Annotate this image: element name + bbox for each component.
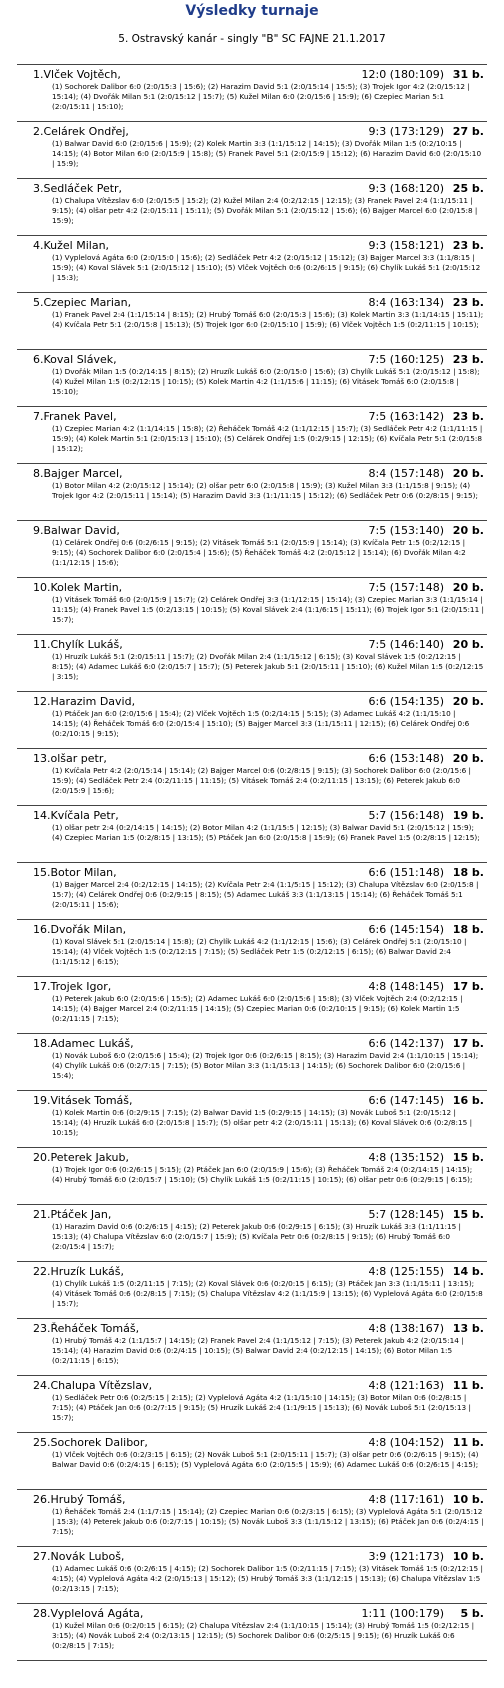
- player-name: [33, 1321, 139, 1336]
- player-row: [17, 1604, 487, 1661]
- player-games: (1) Hrubý Tomáš 4:2 (1:1/15:7 | 14:15); (2) Franek Pavel 2:4 (1:1/15:12 | 7:15); (3) Peterek Jakub 4:2 (2:0/15:14 | 15:14); (4) Harazim David 0:6 (0:2/4:15 | 10:15); (5) Balwar David 2:4 (0:2/12:15 | 14:15); (6) Botor Milan 1:5 (0:2/11:15 | 6:15);: [52, 1336, 464, 1365]
- player-score: 4:8 (138:167): [368, 1322, 444, 1335]
- player-header: [33, 865, 484, 880]
- player-games: (1) Sedláček Petr 0:6 (0:2/5:15 | 2:15); (2) Vyplelová Agáta 4:2 (1:1/15:10 | 14:15); (3) Botor Milan 0:6 (0:2/8:15 | 7:15); (4) Ptáček Jan 0:6 (0:2/7:15 | 9:15); (5) Hruzík Lukáš 2:4 (1:1/9:15 | 15:13); (6) Novák Luboš 5:1 (2:0/15:13 | 15:7);: [52, 1393, 471, 1422]
- player-score: 9:3 (173:129): [368, 125, 444, 138]
- player-rank: 5.: [33, 296, 44, 309]
- player-score: 6:6 (151:148): [368, 866, 444, 879]
- player-score: 4:8 (104:152): [368, 1436, 444, 1449]
- player-row: [17, 122, 487, 179]
- player-games: (1) Novák Luboš 6:0 (2:0/15:6 | 15:4); (2) Trojek Igor 0:6 (0:2/6:15 | 8:15); (3) Harazim David 2:4 (1:1/10:15 | 15:14); (4) Chylík Lukáš 0:6 (0:2/7:15 | 7:15); (5) Botor Milan 3:3 (1:1/15:13 | 14:15); (6) Sochorek Dalibor 6:0 (2:0/15:6 | 15:4);: [52, 1051, 479, 1080]
- player-header: [33, 1150, 484, 1165]
- player-name-text: Novák Luboš,: [50, 1550, 125, 1563]
- player-header: [33, 1549, 484, 1564]
- player-header: [33, 922, 484, 937]
- player-name-text: Chylík Lukáš,: [50, 638, 123, 651]
- player-points: 10 b.: [452, 1550, 484, 1563]
- player-games: (1) Řeháček Tomáš 2:4 (1:1/7:15 | 15:14); (2) Czepiec Marian 0:6 (0:2/3:15 | 6:15); (3) Vyplelová Agáta 5:1 (2:0/15:12 | 15:3); (4) Peterek Jakub 0:6 (0:2/7:15 | 10:15); (5) Novák Luboš 3:3 (1:1/15:12 | 13:15); (6) Ptáček Jan 0:6 (0:2/4:15 | 7:15);: [52, 1507, 484, 1536]
- player-games: (1) Celárek Ondřej 0:6 (0:2/6:15 | 9:15); (2) Vitásek Tomáš 5:1 (2:0/15:9 | 15:14); (3) Kvíčala Petr 1:5 (0:2/12:15 | 9:15); (4) Sochorek Dalibor 6:0 (2:0/15:4 | 15:6); (5) Řeháček Tomáš 4:2 (2:0/15:12 | 15:14); (6) Dvořák Milan 4:2 (1:1/12:15 | 15:6);: [52, 538, 466, 567]
- player-score: 6:6 (154:135): [368, 695, 444, 708]
- player-points: 20 b.: [452, 467, 484, 480]
- player-header: [33, 1207, 484, 1222]
- player-name: [33, 865, 117, 880]
- player-rank: 7.: [33, 410, 44, 423]
- player-rank: 10.: [33, 581, 51, 594]
- player-name: [33, 466, 123, 481]
- player-name: [33, 181, 122, 196]
- player-row: [17, 1034, 487, 1091]
- player-points: 13 b.: [452, 1322, 484, 1335]
- player-row: [17, 635, 487, 692]
- player-header: [33, 1036, 484, 1051]
- player-name: [33, 637, 123, 652]
- player-rank: 20.: [33, 1151, 51, 1164]
- player-name: [33, 523, 120, 538]
- player-name: [33, 979, 111, 994]
- player-points: 18 b.: [452, 923, 484, 936]
- results-table: [17, 64, 487, 1661]
- player-name-text: Balwar David,: [43, 524, 120, 537]
- player-row: [17, 521, 487, 578]
- player-rank: 15.: [33, 866, 51, 879]
- player-header: [33, 523, 484, 538]
- tournament-subtitle: 5. Ostravský kanár - singly "B" SC FAJNE 21.1.2017: [118, 33, 386, 45]
- player-score: 6:6 (145:154): [368, 923, 444, 936]
- player-points: 20 b.: [452, 695, 484, 708]
- player-points: 17 b.: [452, 1037, 484, 1050]
- player-rank: 13.: [33, 752, 51, 765]
- player-games: (1) Harazim David 0:6 (0:2/6:15 | 4:15); (2) Peterek Jakub 0:6 (0:2/9:15 | 6:15); (3) Hruzík Lukáš 3:3 (1:1/11:15 | 15:13); (4) Chalupa Vítězslav 6:0 (2:0/15:7 | 15:9); (5) Kvíčala Petr 0:6 (0:2/8:15 | 9:15); (6) Hrubý Tomáš 6:0 (2:0/15:4 | 15:7);: [52, 1222, 462, 1251]
- player-row: [17, 1547, 487, 1604]
- player-score: 7:5 (160:125): [368, 353, 444, 366]
- player-name-text: Sochorek Dalibor,: [50, 1436, 148, 1449]
- player-points: 23 b.: [452, 239, 484, 252]
- player-score: 6:6 (153:148): [368, 752, 444, 765]
- player-header: [33, 637, 484, 652]
- player-points: 14 b.: [452, 1265, 484, 1278]
- player-name: [33, 67, 121, 82]
- player-rank: 16.: [33, 923, 51, 936]
- player-rank: 27.: [33, 1550, 51, 1563]
- player-name-text: Franek Pavel,: [43, 410, 117, 423]
- player-score: 6:6 (147:145): [368, 1094, 444, 1107]
- player-points: 5 b.: [460, 1607, 484, 1620]
- player-row: [17, 1433, 487, 1490]
- player-name-text: Vitásek Tomáš,: [50, 1094, 133, 1107]
- player-name-text: Kvíčala Petr,: [50, 809, 119, 822]
- player-row: [17, 1091, 487, 1148]
- player-score: 6:6 (142:137): [368, 1037, 444, 1050]
- player-rank: 9.: [33, 524, 44, 537]
- player-rank: 18.: [33, 1037, 51, 1050]
- player-name-text: Peterek Jakub,: [50, 1151, 129, 1164]
- player-games: (1) Hruzík Lukáš 5:1 (2:0/15:11 | 15:7); (2) Dvořák Milan 2:4 (1:1/15:12 | 6:15); (3) Koval Slávek 1:5 (0:2/12:15 | 8:15); (4) Adamec Lukáš 6:0 (2:0/15:7 | 15:7); (5) Peterek Jakub 5:1 (2:0/15:11 | 15:10); (6) Kužel Milan 1:5 (0:2/12:15 | 3:15);: [52, 652, 484, 681]
- player-name-text: Trojek Igor,: [50, 980, 112, 993]
- player-header: [33, 1093, 484, 1108]
- player-name: [33, 1606, 143, 1621]
- player-name: [33, 1378, 152, 1393]
- player-score: 9:3 (168:120): [368, 182, 444, 195]
- player-row: [17, 863, 487, 920]
- player-points: 20 b.: [452, 638, 484, 651]
- player-name-text: Hrubý Tomáš,: [50, 1493, 126, 1506]
- player-name: [33, 238, 109, 253]
- player-name: [33, 808, 119, 823]
- player-header: [33, 409, 484, 424]
- player-name: [33, 295, 131, 310]
- player-points: 31 b.: [452, 68, 484, 81]
- player-games: (1) Botor Milan 4:2 (2:0/15:12 | 15:14); (2) olšar petr 6:0 (2:0/15:8 | 15:9); (3) Kužel Milan 3:3 (1:1/15:8 | 9:15); (4) Trojek Igor 4:2 (2:0/15:11 | 15:14); (5) Harazim David 3:3 (1:1/11:15 | 15:12); (6) Sedláček Petr 0:6 (0:2/8:15 | 9:15);: [52, 481, 478, 500]
- player-name: [33, 1150, 129, 1165]
- player-rank: 14.: [33, 809, 51, 822]
- player-games: (1) Bajger Marcel 2:4 (0:2/12:15 | 14:15); (2) Kvíčala Petr 2:4 (1:1/5:15 | 15:12); (3) Chalupa Vítězslav 6:0 (2:0/15:8 | 15:7); (4) Celárek Ondřej 0:6 (0:2/9:15 | 8:15); (5) Adamec Lukáš 3:3 (1:1/13:15 | 15:14); (6) Řeháček Tomáš 5:1 (2:0/15:11 | 15:6);: [52, 880, 479, 909]
- player-points: 19 b.: [452, 809, 484, 822]
- player-name: [33, 1207, 111, 1222]
- player-games: (1) olšar petr 2:4 (0:2/14:15 | 14:15); (2) Botor Milan 4:2 (1:1/15:5 | 12:15); (3) Balwar David 5:1 (2:0/15:12 | 15:9); (4) Czepiec Marian 1:5 (0:2/8:15 | 13:15); (5) Ptáček Jan 6:0 (2:0/15:8 | 15:9); (6) Franek Pavel 1:5 (0:2/8:15 | 12:15);: [52, 823, 480, 842]
- player-rank: 12.: [33, 695, 51, 708]
- player-name: [33, 1264, 124, 1279]
- player-header: [33, 466, 484, 481]
- player-games: (1) Kolek Martin 0:6 (0:2/9:15 | 7:15); (2) Balwar David 1:5 (0:2/9:15 | 14:15); (3) Novák Luboš 5:1 (2:0/15:12 | 15:14); (4) Hruzík Lukáš 6:0 (2:0/15:8 | 15:7); (5) olšar petr 4:2 (2:0/15:11 | 15:13); (6) Koval Slávek 0:6 (0:2/8:15 | 10:15);: [52, 1108, 473, 1137]
- player-points: 27 b.: [452, 125, 484, 138]
- player-score: 4:8 (135:152): [368, 1151, 444, 1164]
- player-points: 25 b.: [452, 182, 484, 195]
- player-score: 9:3 (158:121): [368, 239, 444, 252]
- player-points: 23 b.: [452, 410, 484, 423]
- player-games: (1) Dvořák Milan 1:5 (0:2/14:15 | 8:15); (2) Hruzík Lukáš 6:0 (2:0/15:0 | 15:6); (3) Chylík Lukáš 5:1 (2:0/15:12 | 15:8); (4) Kužel Milan 1:5 (0:2/12:15 | 10:15); (5) Kolek Martin 4:2 (1:1/15:6 | 11:15); (6) Vitásek Tomáš 6:0 (2:0/15:8 | 15:10);: [52, 367, 480, 396]
- player-games: (1) Peterek Jakub 6:0 (2:0/15:6 | 15:5); (2) Adamec Lukáš 6:0 (2:0/15:6 | 15:8); (3) Vlček Vojtěch 2:4 (0:2/12:15 | 14:15); (4) Bajger Marcel 2:4 (0:2/11:15 | 14:15); (5) Czepiec Marian 0:6 (0:2/10:15 | 9:15); (6) Kolek Martin 1:5 (0:2/11:15 | 7:15);: [52, 994, 463, 1023]
- player-row: [17, 578, 487, 635]
- player-name: [33, 922, 126, 937]
- player-row: [17, 293, 487, 350]
- player-name-text: Hruzík Lukáš,: [50, 1265, 125, 1278]
- player-score: 5:7 (156:148): [368, 809, 444, 822]
- player-name-text: Harazim David,: [50, 695, 136, 708]
- player-row: [17, 1205, 487, 1262]
- player-rank: 4.: [33, 239, 44, 252]
- player-rank: 28.: [33, 1607, 51, 1620]
- player-games: (1) Vitásek Tomáš 6:0 (2:0/15:9 | 15:7); (2) Celárek Ondřej 3:3 (1:1/12:15 | 15:14); (3) Czepiec Marian 3:3 (1:1/15:14 | 11:15); (4) Franek Pavel 1:5 (0:2/13:15 | 10:15); (5) Koval Slávek 2:4 (1:1/6:15 | 15:11); (6) Trojek Igor 5:1 (2:0/15:11 | 15:7);: [52, 595, 484, 624]
- player-name-text: Kužel Milan,: [43, 239, 110, 252]
- player-points: 20 b.: [452, 752, 484, 765]
- player-name-text: Czepiec Marian,: [43, 296, 132, 309]
- player-row: [17, 236, 487, 293]
- player-name-text: Řeháček Tomáš,: [50, 1322, 140, 1335]
- player-rank: 22.: [33, 1265, 51, 1278]
- player-score: 1:11 (100:179): [361, 1607, 444, 1620]
- player-name-text: Botor Milan,: [50, 866, 117, 879]
- player-points: 20 b.: [452, 524, 484, 537]
- player-row: [17, 407, 487, 464]
- player-header: [33, 1378, 484, 1393]
- player-name-text: Vyplelová Agáta,: [50, 1607, 144, 1620]
- player-points: 11 b.: [452, 1379, 484, 1392]
- player-rank: 2.: [33, 125, 44, 138]
- player-points: 18 b.: [452, 866, 484, 879]
- player-points: 10 b.: [452, 1493, 484, 1506]
- player-games: (1) Franek Pavel 2:4 (1:1/15:14 | 8:15); (2) Hrubý Tomáš 6:0 (2:0/15:3 | 15:6); (3) Kolek Martin 3:3 (1:1/14:15 | 15:11); (4) Kvíčala Petr 5:1 (2:0/15:8 | 15:13); (5) Trojek Igor 6:0 (2:0/15:10 | 15:9); (6) Vlček Vojtěch 1:5 (0:2/11:15 | 10:15);: [52, 310, 484, 329]
- player-games: (1) Kvíčala Petr 4:2 (2:0/15:14 | 15:14); (2) Bajger Marcel 0:6 (0:2/8:15 | 9:15); (3) Sochorek Dalibor 6:0 (2:0/15:6 | 15:9); (4) Sedláček Petr 2:4 (0:2/11:15 | 11:15); (5) Vitásek Tomáš 2:4 (0:2/11:15 | 13:15); (6) Peterek Jakub 6:0 (2:0/15:9 | 15:6);: [52, 766, 472, 795]
- player-row: [17, 692, 487, 749]
- player-row: [17, 464, 487, 521]
- player-points: 15 b.: [452, 1208, 484, 1221]
- player-score: 5:7 (128:145): [368, 1208, 444, 1221]
- player-games: (1) Adamec Lukáš 0:6 (0:2/6:15 | 4:15); (2) Sochorek Dalibor 1:5 (0:2/11:15 | 7:15); (3) Vitásek Tomáš 1:5 (0:2/12:15 | 4:15); (4) Vyplelová Agáta 4:2 (2:0/15:13 | 15:12); (5) Hrubý Tomáš 3:3 (1:1/12:15 | 15:13); (6) Chalupa Vítězslav 1:5 (0:2/13:15 | 7:15);: [52, 1564, 483, 1593]
- player-score: 7:5 (146:140): [368, 638, 444, 651]
- player-rank: 11.: [33, 638, 51, 651]
- player-rank: 6.: [33, 353, 44, 366]
- player-score: 7:5 (163:142): [368, 410, 444, 423]
- player-games: (1) Sochorek Dalibor 6:0 (2:0/15:3 | 15:6); (2) Harazim David 5:1 (2:0/15:14 | 15:5); (3) Trojek Igor 4:2 (2:0/15:12 | 15:14); (4) Dvořák Milan 5:1 (2:0/15:12 | 15:7); (5) Kužel Milan 6:0 (2:0/15:6 | 15:9); (6) Czepiec Marian 5:1 (2:0/15:11 | 15:10);: [52, 82, 470, 111]
- player-points: 23 b.: [452, 353, 484, 366]
- player-points: 15 b.: [452, 1151, 484, 1164]
- player-rank: 23.: [33, 1322, 51, 1335]
- player-rank: 19.: [33, 1094, 51, 1107]
- player-name: [33, 751, 107, 766]
- player-row: [17, 1319, 487, 1376]
- player-row: [17, 1148, 487, 1205]
- player-score: 4:8 (117:161): [368, 1493, 444, 1506]
- player-name: [33, 1093, 133, 1108]
- player-rank: 8.: [33, 467, 44, 480]
- player-rank: 25.: [33, 1436, 51, 1449]
- player-games: (1) Vlček Vojtěch 0:6 (0:2/3:15 | 6:15); (2) Novák Luboš 5:1 (2:0/15:11 | 15:7); (3) olšar petr 0:6 (0:2/6:15 | 9:15); (4) Balwar David 0:6 (0:2/4:15 | 6:15); (5) Vyplelová Agáta 6:0 (2:0/15:5 | 15:9); (6) Adamec Lukáš 0:6 (0:2/6:15 | 4:15);: [52, 1450, 479, 1469]
- player-rank: 1.: [33, 68, 44, 81]
- player-name: [33, 694, 135, 709]
- player-name-text: Ptáček Jan,: [50, 1208, 112, 1221]
- player-row: [17, 350, 487, 407]
- player-row: [17, 806, 487, 863]
- player-row: [17, 977, 487, 1034]
- player-rank: 3.: [33, 182, 44, 195]
- player-score: 3:9 (121:173): [368, 1550, 444, 1563]
- player-row: [17, 1262, 487, 1319]
- results-page: [0, 3, 504, 1661]
- player-name: [33, 409, 117, 424]
- player-name-text: olšar petr,: [50, 752, 107, 765]
- player-header: [33, 808, 484, 823]
- player-name-text: Kolek Martin,: [50, 581, 123, 594]
- player-name-text: Celárek Ondřej,: [43, 125, 129, 138]
- player-score: 4:8 (121:163): [368, 1379, 444, 1392]
- player-games: (1) Ptáček Jan 6:0 (2:0/15:6 | 15:4); (2) Vlček Vojtěch 1:5 (0:2/14:15 | 5:15); (3) Adamec Lukáš 4:2 (1:1/15:10 | 14:15); (4) Řeháček Tomáš 6:0 (2:0/15:4 | 15:10); (5) Bajger Marcel 3:3 (1:1/15:11 | 12:15); (6) Celárek Ondřej 0:6 (0:2/10:15 | 9:15);: [52, 709, 470, 738]
- player-games: (1) Vyplelová Agáta 6:0 (2:0/15:0 | 15:6); (2) Sedláček Petr 4:2 (2:0/15:12 | 15:12); (3) Bajger Marcel 3:3 (1:1/8:15 | 15:9); (4) Koval Slávek 5:1 (2:0/15:12 | 15:10); (5) Vlček Vojtěch 0:6 (0:2/6:15 | 9:15); (6) Chylík Lukáš 5:1 (2:0/15:12 | 15:3);: [52, 253, 481, 282]
- player-row: [17, 179, 487, 236]
- player-row: [17, 1376, 487, 1433]
- player-score: 8:4 (157:148): [368, 467, 444, 480]
- player-header: [33, 580, 484, 595]
- player-name: [33, 124, 129, 139]
- player-header: [33, 694, 484, 709]
- player-name: [33, 580, 122, 595]
- player-header: [33, 1264, 484, 1279]
- player-rank: 24.: [33, 1379, 51, 1392]
- player-games: (1) Czepiec Marian 4:2 (1:1/14:15 | 15:8); (2) Řeháček Tomáš 4:2 (1:1/12:15 | 15:7); (3) Sedláček Petr 4:2 (1:1/11:15 | 15:9); (4) Kolek Martin 5:1 (2:0/15:13 | 15:10); (5) Celárek Ondřej 1:5 (0:2/9:15 | 12:15); (6) Kvíčala Petr 5:1 (2:0/15:8 | 15:12);: [52, 424, 483, 453]
- player-header: [33, 1321, 484, 1336]
- player-points: 23 b.: [452, 296, 484, 309]
- player-score: 8:4 (163:134): [368, 296, 444, 309]
- player-name-text: Dvořák Milan,: [50, 923, 127, 936]
- player-rank: 17.: [33, 980, 51, 993]
- player-header: [33, 751, 484, 766]
- player-name-text: Vlček Vojtěch,: [43, 68, 121, 81]
- player-header: [33, 181, 484, 196]
- player-rank: 21.: [33, 1208, 51, 1221]
- player-games: (1) Chalupa Vítězslav 6:0 (2:0/15:5 | 15:2); (2) Kužel Milan 2:4 (0:2/12:15 | 12:15); (3) Franek Pavel 2:4 (1:1/15:11 | 9:15); (4) olšar petr 4:2 (2:0/15:11 | 15:11); (5) Dvořák Milan 5:1 (2:0/15:12 | 15:6); (6) Bajger Marcel 6:0 (2:0/15:8 | 15:9);: [52, 196, 478, 225]
- player-games: (1) Koval Slávek 5:1 (2:0/15:14 | 15:8); (2) Chylík Lukáš 4:2 (1:1/12:15 | 15:6); (3) Celárek Ondřej 5:1 (2:0/15:10 | 15:14); (4) Vlček Vojtěch 1:5 (0:2/12:15 | 7:15); (5) Sedláček Petr 1:5 (0:2/12:15 | 6:15); (6) Balwar David 2:4 (1:1/15:12 | 6:15);: [52, 937, 467, 966]
- player-name: [33, 1492, 126, 1507]
- player-header: [33, 1492, 484, 1507]
- player-header: [33, 979, 484, 994]
- player-row: [17, 920, 487, 977]
- player-score: 4:8 (148:145): [368, 980, 444, 993]
- player-header: [33, 1606, 484, 1621]
- player-header: [33, 1435, 484, 1450]
- player-name-text: Chalupa Vítězslav,: [50, 1379, 153, 1392]
- player-name: [33, 1549, 124, 1564]
- player-row: [17, 1490, 487, 1547]
- player-name-text: Sedláček Petr,: [43, 182, 123, 195]
- player-name: [33, 1435, 148, 1450]
- page-title: Výsledky turnaje: [185, 3, 319, 19]
- player-score: 7:5 (153:140): [368, 524, 444, 537]
- player-name-text: Adamec Lukáš,: [50, 1037, 134, 1050]
- player-name: [33, 1036, 134, 1051]
- player-games: (1) Chylík Lukáš 1:5 (0:2/11:15 | 7:15); (2) Koval Slávek 0:6 (0:2/0:15 | 6:15); (3) Ptáček Jan 3:3 (1:1/15:11 | 13:15); (4) Vitásek Tomáš 0:6 (0:2/8:15 | 7:15); (5) Chalupa Vítězslav 4:2 (1:1/15:9 | 13:15); (6) Vyplelová Agáta 6:0 (2:0/15:8 | 15:7);: [52, 1279, 483, 1308]
- player-row: [17, 65, 487, 122]
- player-header: [33, 238, 484, 253]
- player-games: (1) Kužel Milan 0:6 (0:2/0:15 | 6:15); (2) Chalupa Vítězslav 2:4 (1:1/10:15 | 15:14); (3) Hrubý Tomáš 1:5 (0:2/12:15 | 3:15); (4) Novák Luboš 2:4 (0:2/13:15 | 12:15); (5) Sochorek Dalibor 0:6 (0:2/5:15 | 9:15); (6) Hruzík Lukáš 0:6 (0:2/8:15 | 7:15);: [52, 1621, 475, 1650]
- player-points: 16 b.: [452, 1094, 484, 1107]
- player-points: 20 b.: [452, 581, 484, 594]
- player-points: 11 b.: [452, 1436, 484, 1449]
- player-header: [33, 124, 484, 139]
- player-name: [33, 352, 117, 367]
- player-header: [33, 295, 484, 310]
- player-score: 4:8 (125:155): [368, 1265, 444, 1278]
- player-rank: 26.: [33, 1493, 51, 1506]
- player-name-text: Koval Slávek,: [43, 353, 117, 366]
- player-header: [33, 67, 484, 82]
- player-header: [33, 352, 484, 367]
- player-score: 7:5 (157:148): [368, 581, 444, 594]
- player-row: [17, 749, 487, 806]
- player-games: (1) Trojek Igor 0:6 (0:2/6:15 | 5:15); (2) Ptáček Jan 6:0 (2:0/15:9 | 15:6); (3) Řeháček Tomáš 2:4 (0:2/14:15 | 14:15); (4) Hrubý Tomáš 6:0 (2:0/15:7 | 15:10); (5) Chylík Lukáš 1:5 (0:2/11:15 | 10:15); (6) olšar petr 0:6 (0:2/9:15 | 6:15);: [52, 1165, 473, 1184]
- player-points: 17 b.: [452, 980, 484, 993]
- player-name-text: Bajger Marcel,: [43, 467, 123, 480]
- player-games: (1) Balwar David 6:0 (2:0/15:6 | 15:9); (2) Kolek Martin 3:3 (1:1/15:12 | 14:15); (3) Dvořák Milan 1:5 (0:2/10:15 | 14:15); (4) Botor Milan 6:0 (2:0/15:9 | 15:8); (5) Franek Pavel 5:1 (2:0/15:9 | 15:12); (6) Harazim David 6:0 (2:0/15:10 | 15:9);: [52, 139, 482, 168]
- player-score: 12:0 (180:109): [361, 68, 444, 81]
